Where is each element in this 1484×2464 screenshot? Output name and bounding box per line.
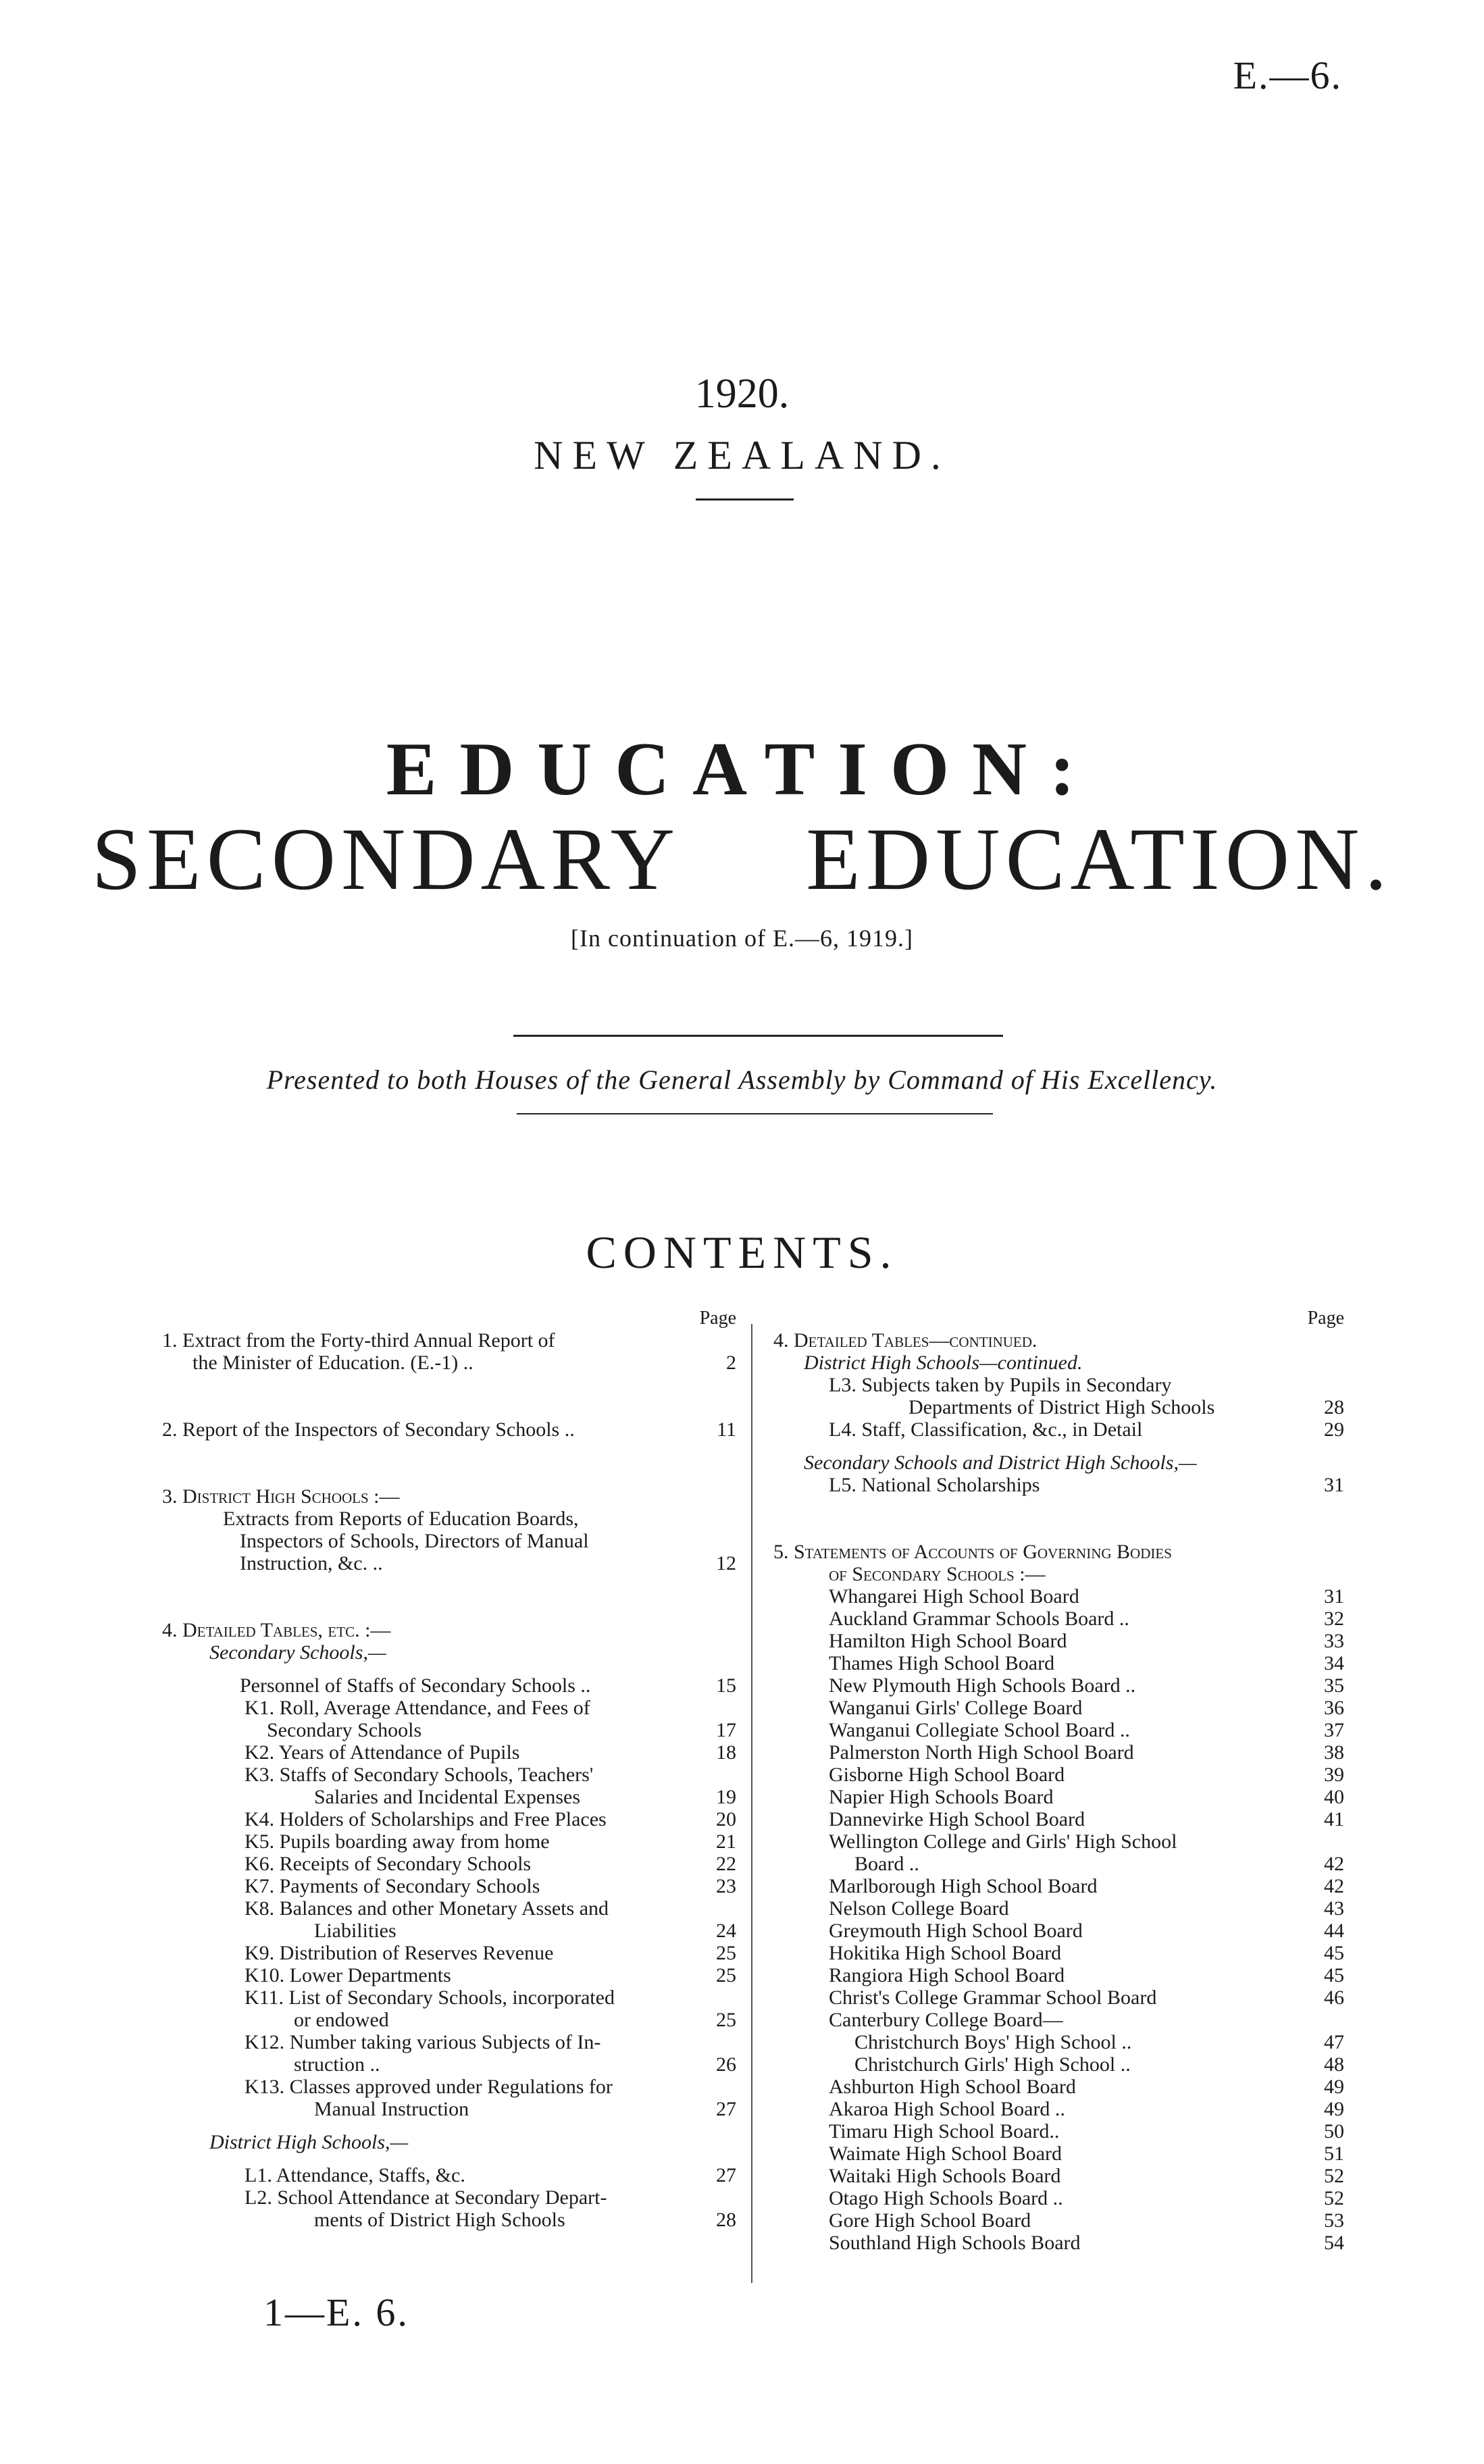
toc-entry	[773, 1418, 1344, 1441]
toc-entry-text: District High Schools—continued.	[804, 1352, 1083, 1374]
toc-entry-text: Marlborough High School Board	[829, 1875, 1098, 1897]
toc-page-number: 43	[1324, 1897, 1344, 1920]
toc-page-number: 17	[716, 1719, 736, 1741]
contents-left-column	[162, 1307, 736, 2231]
toc-page-number: 45	[1324, 1942, 1344, 1964]
toc-page-number: 41	[1324, 1808, 1344, 1830]
toc-entry-text: Wellington College and Girls' High School	[829, 1830, 1177, 1853]
toc-entry	[773, 1630, 1344, 1652]
toc-entry	[773, 1652, 1344, 1674]
toc-entry	[162, 1352, 736, 1374]
toc-entry-text: Secondary Schools and District High Schools,—	[804, 1452, 1197, 1474]
toc-entry-text: Thames High School Board	[829, 1652, 1055, 1674]
toc-entry	[162, 1418, 736, 1441]
toc-entry	[773, 1585, 1344, 1608]
toc-entry	[162, 1808, 736, 1830]
toc-page-number: 25	[716, 1942, 736, 1964]
toc-entry	[773, 2165, 1344, 2187]
toc-entry	[773, 1674, 1344, 1697]
continuation-note: [In continuation of E.—6, 1919.]	[571, 925, 913, 952]
toc-entry	[773, 2209, 1344, 2232]
page-signature: 1—E. 6.	[263, 2290, 409, 2334]
toc-entry-text: Gisborne High School Board	[829, 1764, 1065, 1786]
toc-entry-text: L5. National Scholarships	[829, 1474, 1040, 1496]
toc-page-number: 37	[1324, 1719, 1344, 1741]
toc-page-number: 31	[1324, 1474, 1344, 1496]
toc-entry-text: New Plymouth High Schools Board ..	[829, 1674, 1136, 1697]
toc-entry-text: Hokitika High School Board	[829, 1942, 1062, 1964]
toc-page-number: 15	[716, 1674, 736, 1697]
toc-entry	[162, 2031, 736, 2053]
toc-entry-text: K4. Holders of Scholarships and Free Places	[245, 1808, 607, 1830]
toc-entry	[773, 2031, 1344, 2053]
toc-entry	[162, 1964, 736, 1986]
toc-page-number: 21	[716, 1830, 736, 1853]
toc-entry	[773, 1764, 1344, 1786]
toc-entry	[162, 1674, 736, 1697]
toc-entry	[162, 1697, 736, 1719]
toc-page-number: 39	[1324, 1764, 1344, 1786]
toc-entry-text: L1. Attendance, Staffs, &c.	[245, 2164, 465, 2186]
toc-entry-text: Gore High School Board	[829, 2209, 1031, 2232]
toc-entry-text: of Secondary Schools :—	[829, 1563, 1046, 1585]
toc-entry-text: Secondary Schools	[267, 1719, 422, 1741]
toc-entry	[162, 1853, 736, 1875]
toc-entry-text: Waimate High School Board	[829, 2142, 1063, 2165]
toc-page-number: 51	[1324, 2142, 1344, 2165]
toc-entry-text: struction ..	[294, 2053, 380, 2076]
toc-entry-text: Palmerston North High School Board	[829, 1741, 1134, 1764]
toc-page-number: 48	[1324, 2053, 1344, 2076]
toc-entry	[773, 1329, 1344, 1352]
toc-page-number: 29	[1324, 1418, 1344, 1441]
toc-entry	[162, 1786, 736, 1808]
toc-entry-text: K3. Staffs of Secondary Schools, Teachers'	[245, 1764, 594, 1786]
toc-entry	[773, 1374, 1344, 1396]
toc-entry-text: Otago High Schools Board ..	[829, 2187, 1063, 2209]
toc-entry-text: K8. Balances and other Monetary Assets and	[245, 1897, 609, 1920]
toc-entry	[773, 1541, 1344, 1563]
toc-page-number: 18	[716, 1741, 736, 1764]
toc-entry	[162, 1485, 736, 1508]
toc-entry-text: 2. Report of the Inspectors of Secondary Schools ..	[162, 1418, 575, 1441]
divider	[513, 1035, 1003, 1037]
toc-entry	[162, 1942, 736, 1964]
toc-page-number: 25	[716, 2009, 736, 2031]
toc-entry-text: K2. Years of Attendance of Pupils	[245, 1741, 520, 1764]
toc-entry	[162, 1920, 736, 1942]
toc-entry-text: 1. Extract from the Forty-third Annual Report of	[162, 1329, 555, 1352]
toc-page-number: 24	[716, 1920, 736, 1942]
page-column-label: Page	[699, 1308, 736, 1329]
spacer	[162, 2153, 736, 2164]
contents-right-column	[773, 1307, 1344, 2254]
toc-entry	[162, 2098, 736, 2120]
main-title: EDUCATION:	[386, 727, 1098, 811]
toc-entry-text: Auckland Grammar Schools Board ..	[829, 1608, 1129, 1630]
toc-page-number: 27	[716, 2164, 736, 2186]
toc-entry-text: L4. Staff, Classification, &c., in Detail	[829, 1418, 1143, 1441]
toc-entry	[773, 1697, 1344, 1719]
toc-entry-text: L3. Subjects taken by Pupils in Secondary	[829, 1374, 1172, 1396]
toc-entry	[162, 1741, 736, 1764]
toc-entry	[162, 1875, 736, 1897]
toc-entry-text: Inspectors of Schools, Directors of Manual	[240, 1530, 589, 1552]
divider	[517, 1113, 993, 1114]
toc-entry-text: K5. Pupils boarding away from home	[245, 1830, 550, 1853]
toc-entry-text: K10. Lower Departments	[245, 1964, 451, 1986]
toc-entry-text: Greymouth High School Board	[829, 1920, 1083, 1942]
toc-entry-text: 3. District High Schools :—	[162, 1485, 400, 1508]
toc-entry	[773, 1853, 1344, 1875]
toc-page-number: 33	[1324, 1630, 1344, 1652]
toc-page-number: 2	[726, 1352, 736, 1374]
toc-page-number: 32	[1324, 1608, 1344, 1630]
toc-entry	[162, 1619, 736, 1641]
toc-entry-text: Whangarei High School Board	[829, 1585, 1079, 1608]
toc-entry-text: Rangiora High School Board	[829, 1964, 1065, 1986]
toc-entry-text: Napier High Schools Board	[829, 1786, 1054, 1808]
toc-entry	[162, 1986, 736, 2009]
toc-page-number: 28	[1324, 1396, 1344, 1418]
toc-entry	[162, 1719, 736, 1741]
toc-entry	[773, 1808, 1344, 1830]
toc-entry-text: Board ..	[854, 1853, 919, 1875]
toc-entry-text: Wanganui Girls' College Board	[829, 1697, 1083, 1719]
country-heading: NEW ZEALAND.	[534, 433, 950, 478]
spacer	[162, 1574, 736, 1619]
toc-entry-text: K12. Number taking various Subjects of In-	[245, 2031, 601, 2053]
toc-entry	[773, 1608, 1344, 1630]
toc-entry	[162, 2164, 736, 2186]
toc-page-number: 52	[1324, 2165, 1344, 2187]
toc-entry	[773, 2120, 1344, 2142]
spacer	[773, 1441, 1344, 1452]
toc-entry	[162, 1329, 736, 1352]
toc-page-number: 54	[1324, 2232, 1344, 2254]
toc-page-number: 40	[1324, 1786, 1344, 1808]
toc-entry-text: Hamilton High School Board	[829, 1630, 1067, 1652]
toc-entry-text: K13. Classes approved under Regulations for	[245, 2076, 613, 2098]
toc-page-number: 11	[717, 1418, 736, 1441]
toc-page-number: 20	[716, 1808, 736, 1830]
toc-page-number: 44	[1324, 1920, 1344, 1942]
toc-entry-text: K6. Receipts of Secondary Schools	[245, 1853, 532, 1875]
toc-page-number: 31	[1324, 1585, 1344, 1608]
toc-entry	[773, 1741, 1344, 1764]
toc-page-number: 52	[1324, 2187, 1344, 2209]
toc-entry	[773, 2142, 1344, 2165]
toc-page-number: 34	[1324, 1652, 1344, 1674]
toc-entry	[773, 1942, 1344, 1964]
toc-page-number: 49	[1324, 2098, 1344, 2120]
toc-entry	[162, 2131, 736, 2153]
toc-entry	[773, 1396, 1344, 1418]
toc-entry-text: Departments of District High Schools	[909, 1396, 1215, 1418]
toc-entry	[162, 2209, 736, 2231]
toc-entry	[773, 1830, 1344, 1853]
toc-entry-text: 5. Statements of Accounts of Governing Bodies	[773, 1541, 1172, 1563]
toc-entry-text: Liabilities	[314, 1920, 396, 1942]
toc-entry	[162, 2009, 736, 2031]
toc-entry	[773, 1563, 1344, 1585]
toc-entry	[162, 1641, 736, 1664]
toc-entry-text: 4. Detailed Tables, etc. :—	[162, 1619, 391, 1641]
spacer	[162, 1374, 736, 1418]
toc-entry	[162, 2076, 736, 2098]
contents-heading: CONTENTS.	[586, 1227, 898, 1278]
toc-entry-text: Christchurch Boys' High School ..	[854, 2031, 1132, 2053]
toc-entry	[162, 2186, 736, 2209]
spacer	[162, 1441, 736, 1485]
toc-page-number: 42	[1324, 1853, 1344, 1875]
toc-page-number: 27	[716, 2098, 736, 2120]
toc-entry-text: Akaroa High School Board ..	[829, 2098, 1065, 2120]
toc-entry	[773, 1897, 1344, 1920]
toc-entry	[162, 1530, 736, 1552]
subtitle: SECONDARY EDUCATION.	[91, 809, 1393, 908]
toc-entry	[773, 1474, 1344, 1496]
toc-entry	[162, 1897, 736, 1920]
toc-entry-text: Wanganui Collegiate School Board ..	[829, 1719, 1130, 1741]
toc-entry-text: District High Schools,—	[209, 2131, 409, 2153]
toc-entry-text: Personnel of Staffs of Secondary Schools ..	[240, 1674, 591, 1697]
toc-entry	[773, 2076, 1344, 2098]
toc-entry	[773, 2232, 1344, 2254]
toc-entry	[162, 1508, 736, 1530]
toc-page-number: 28	[716, 2209, 736, 2231]
toc-page-number: 23	[716, 1875, 736, 1897]
toc-entry	[773, 2098, 1344, 2120]
toc-entry-text: K7. Payments of Secondary Schools	[245, 1875, 540, 1897]
page-column-label: Page	[1307, 1308, 1344, 1329]
toc-entry-text: Salaries and Incidental Expenses	[314, 1786, 581, 1808]
toc-entry-text: K9. Distribution of Reserves Revenue	[245, 1942, 554, 1964]
spacer	[773, 1496, 1344, 1541]
toc-page-number: 22	[716, 1853, 736, 1875]
toc-entry	[162, 1830, 736, 1853]
spacer	[162, 2120, 736, 2131]
toc-page-number: 12	[716, 1552, 736, 1574]
document-reference: E.—6.	[1233, 53, 1342, 97]
toc-page-number: 38	[1324, 1741, 1344, 1764]
toc-page-number: 25	[716, 1964, 736, 1986]
toc-entry-text: Southland High Schools Board	[829, 2232, 1081, 2254]
toc-page-number: 53	[1324, 2209, 1344, 2232]
toc-entry-text: Nelson College Board	[829, 1897, 1009, 1920]
toc-page-number: 49	[1324, 2076, 1344, 2098]
toc-entry-text: Secondary Schools,—	[209, 1641, 386, 1664]
toc-page-number: 36	[1324, 1697, 1344, 1719]
toc-entry-text: Canterbury College Board—	[829, 2009, 1063, 2031]
toc-page-number: 19	[716, 1786, 736, 1808]
toc-page-number: 26	[716, 2053, 736, 2076]
toc-entry	[773, 1352, 1344, 1374]
toc-entry	[162, 1764, 736, 1786]
toc-page-number: 45	[1324, 1964, 1344, 1986]
toc-entry-text: ments of District High Schools	[314, 2209, 565, 2231]
toc-entry-text: Timaru High School Board..	[829, 2120, 1060, 2142]
toc-entry-text: Extracts from Reports of Education Boards,	[223, 1508, 579, 1530]
toc-entry	[773, 1875, 1344, 1897]
toc-entry-text: the Minister of Education. (E.-1) ..	[193, 1352, 474, 1374]
toc-entry	[773, 2053, 1344, 2076]
toc-entry	[773, 2009, 1344, 2031]
toc-entry-text: L2. School Attendance at Secondary Depart-	[245, 2186, 607, 2209]
toc-entry	[162, 2053, 736, 2076]
toc-entry	[773, 1920, 1344, 1942]
toc-entry-text: Instruction, &c. ..	[240, 1552, 383, 1574]
toc-entry-text: K11. List of Secondary Schools, incorporated	[245, 1986, 615, 2009]
toc-entry	[773, 1452, 1344, 1474]
toc-entry	[162, 1552, 736, 1574]
column-divider	[751, 1324, 752, 2283]
toc-page-number: 42	[1324, 1875, 1344, 1897]
toc-entry	[773, 1964, 1344, 1986]
toc-entry-text: 4. Detailed Tables—continued.	[773, 1329, 1038, 1352]
toc-entry-text: Dannevirke High School Board	[829, 1808, 1085, 1830]
toc-page-number: 47	[1324, 2031, 1344, 2053]
toc-entry	[773, 2187, 1344, 2209]
year: 1920.	[694, 371, 790, 417]
toc-entry	[773, 1786, 1344, 1808]
toc-entry-text: Ashburton High School Board	[829, 2076, 1076, 2098]
toc-page-number: 50	[1324, 2120, 1344, 2142]
toc-page-number: 35	[1324, 1674, 1344, 1697]
toc-entry-text: Waitaki High Schools Board	[829, 2165, 1061, 2187]
toc-entry-text: Christ's College Grammar School Board	[829, 1986, 1157, 2009]
toc-entry	[773, 1986, 1344, 2009]
presented-line: Presented to both Houses of the General Assembly by Command of His Excellency.	[266, 1064, 1218, 1095]
toc-entry-text: Manual Instruction	[314, 2098, 469, 2120]
toc-entry-text: Christchurch Girls' High School ..	[854, 2053, 1131, 2076]
toc-entry-text: K1. Roll, Average Attendance, and Fees of	[245, 1697, 590, 1719]
spacer	[162, 1664, 736, 1674]
toc-page-number: 46	[1324, 1986, 1344, 2009]
divider	[696, 498, 794, 500]
toc-entry	[773, 1719, 1344, 1741]
toc-entry-text: or endowed	[294, 2009, 389, 2031]
